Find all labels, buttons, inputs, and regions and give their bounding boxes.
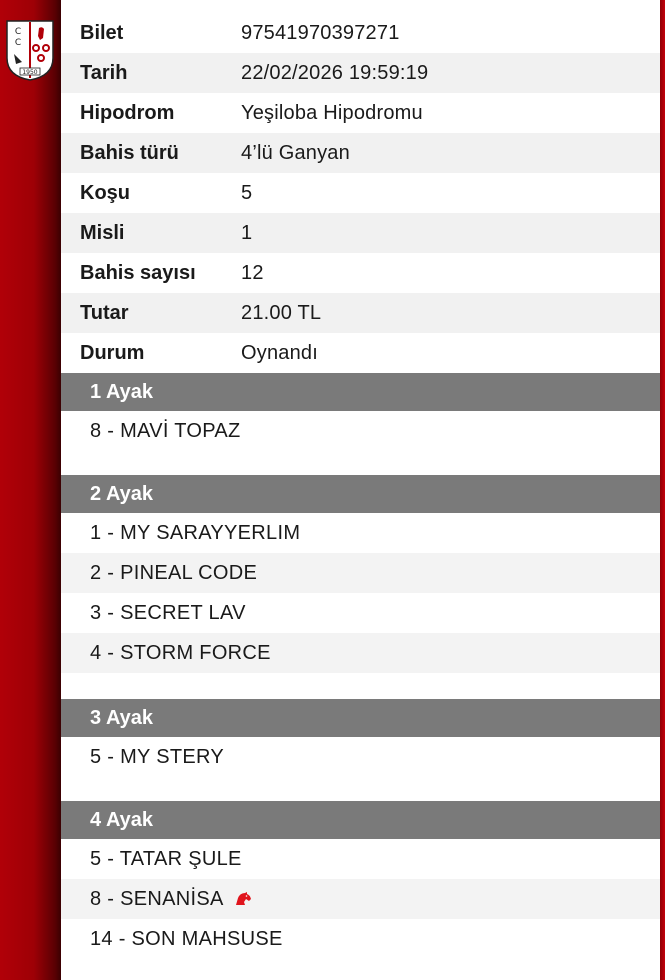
horse-item: 8 - MAVİ TOPAZ xyxy=(90,419,241,442)
horse-item: 4 - STORM FORCE xyxy=(61,633,660,673)
svg-text:C: C xyxy=(14,38,22,48)
ticket-row-durum xyxy=(61,333,660,373)
row-label: Bilet xyxy=(80,21,124,44)
row-value: 4’lü Ganyan xyxy=(241,141,350,164)
svg-text:C: C xyxy=(14,27,22,37)
row-label: Tutar xyxy=(80,301,129,324)
row-label: Bahis sayısı xyxy=(80,261,196,284)
horse-item: 1 - MY SARAYYERLIM xyxy=(90,521,301,544)
ticket-row-bahis-turu xyxy=(61,133,660,173)
horse-name: 8 - SENANİSA xyxy=(90,887,224,910)
row-value: Oynandı xyxy=(241,341,319,364)
row-label: Tarih xyxy=(80,61,128,84)
horse-item: 5 - TATAR ŞULE xyxy=(90,847,242,870)
row-value: 5 xyxy=(241,181,253,204)
sidebar xyxy=(0,0,61,980)
ticket-detail xyxy=(61,13,660,959)
row-label: Durum xyxy=(80,341,145,364)
row-label: Misli xyxy=(80,221,125,244)
horse-item: 14 - SON MAHSUSE xyxy=(90,927,283,950)
horse-item: 5 - MY STERY xyxy=(90,745,225,768)
row-value: 97541970397271 xyxy=(241,21,400,44)
row-value: 22/02/2026 19:59:19 xyxy=(241,61,429,84)
ticket-row-tutar xyxy=(61,293,660,333)
ticket-row-misli xyxy=(61,213,660,253)
ticket-row-kosu xyxy=(61,173,660,213)
ticket-row-hipodrom xyxy=(61,93,660,133)
red-horse-head-icon xyxy=(234,892,252,906)
leg-header-1: 1 Ayak xyxy=(61,373,660,411)
horse-item-with-icon xyxy=(61,879,660,919)
row-value: 21.00 TL xyxy=(241,301,322,324)
leg-header-3: 3 Ayak xyxy=(61,699,660,737)
row-value: 1 xyxy=(241,221,253,244)
ticket-row-bahis-sayisi xyxy=(61,253,660,293)
svg-text:1950: 1950 xyxy=(22,69,38,76)
horse-item: 3 - SECRET LAV xyxy=(90,601,246,624)
club-logo[interactable] xyxy=(4,18,56,82)
leg-header-4: 4 Ayak xyxy=(61,801,660,839)
leg-header-2: 2 Ayak xyxy=(61,475,660,513)
horse-item: 2 - PINEAL CODE xyxy=(61,553,660,593)
row-value: 12 xyxy=(241,261,264,284)
right-edge-bar xyxy=(660,0,665,980)
row-label: Koşu xyxy=(80,181,130,204)
row-label: Bahis türü xyxy=(80,141,179,164)
row-value: Yeşiloba Hipodromu xyxy=(241,101,423,124)
row-label: Hipodrom xyxy=(80,101,175,124)
ticket-row-tarih xyxy=(61,53,660,93)
ticket-row-bilet xyxy=(61,13,660,53)
